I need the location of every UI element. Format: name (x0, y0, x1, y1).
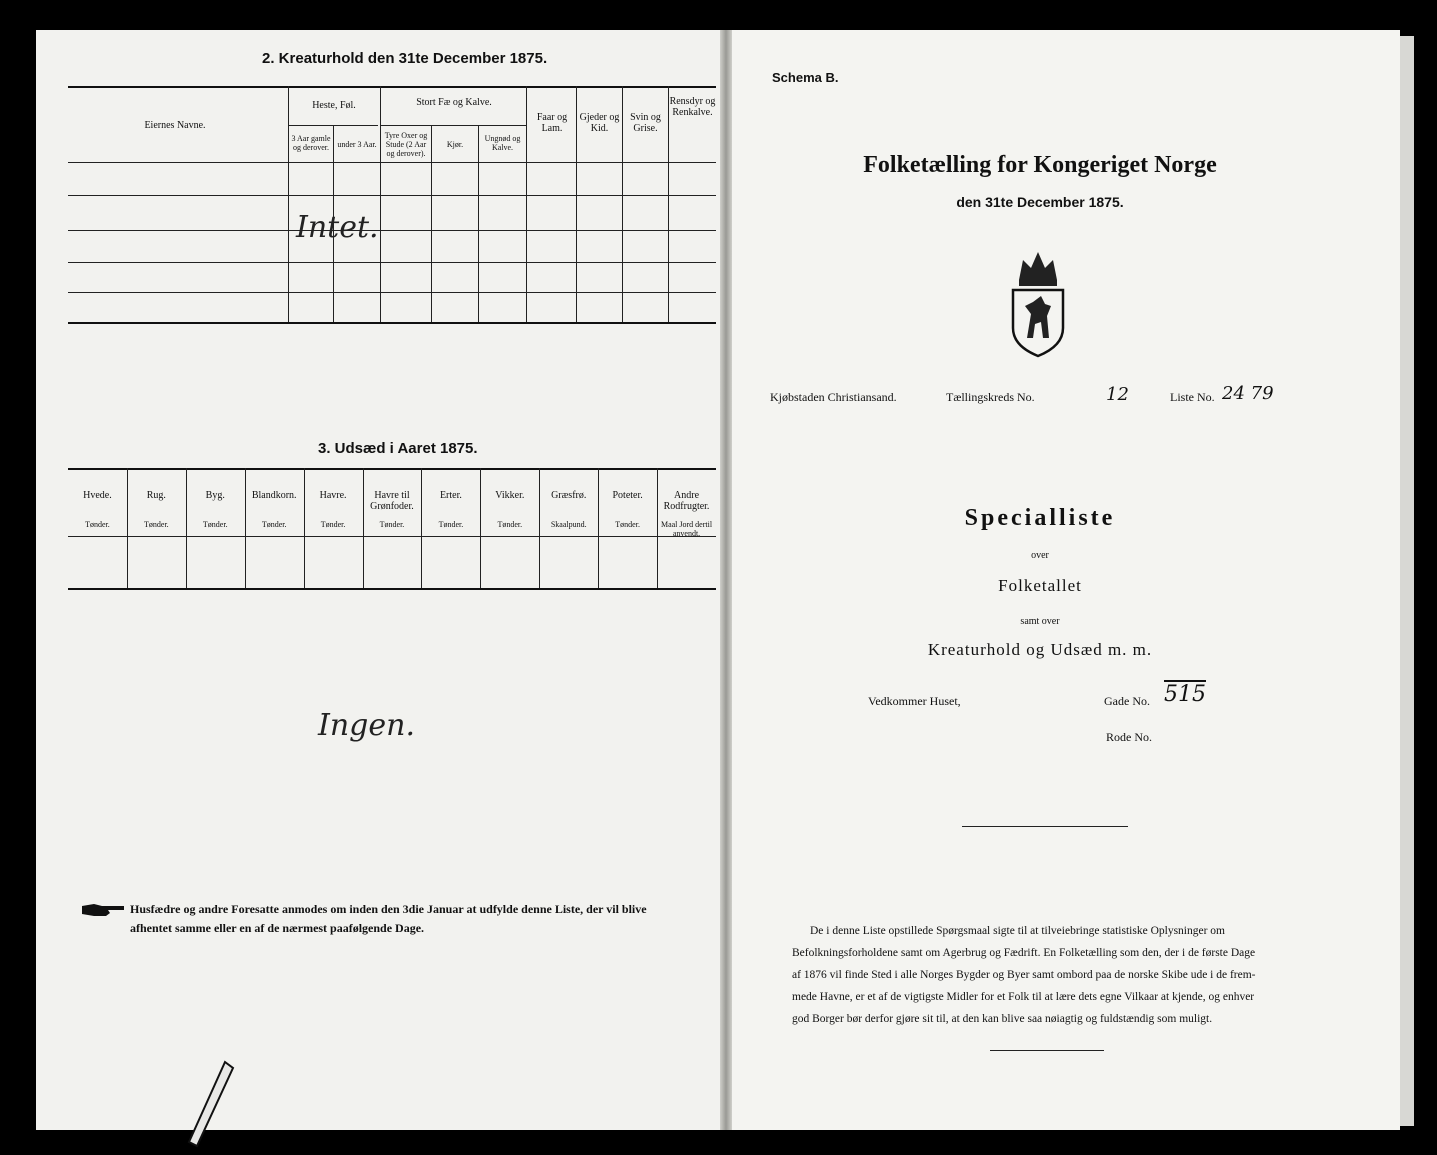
table2-header-rule (68, 162, 716, 163)
divider-rule (962, 826, 1128, 827)
table3-col-header: Rug. (146, 490, 166, 501)
table3-top-rule (68, 468, 716, 470)
table2-col-rule (668, 86, 669, 322)
paragraph-line: af 1876 vil finde Sted i alle Norges Bygder og Byer samt ombord paa de norske Skibe ude i de frem- (792, 969, 1256, 981)
col-faar-header: Faar og Lam. (536, 112, 568, 134)
heste-sub2-header: under 3 Aar. (337, 140, 377, 149)
col-svin-header: Svin og Grise. (630, 112, 661, 134)
table3-col-unit: Tønder. (261, 520, 287, 529)
stort-sub1-header: Tyre Oxer og Stude (2 Aar og derover). (384, 131, 428, 158)
notice-line1: Husfædre og andre Foresatte anmodes om inden den 3die Januar at udfylde denne Liste, der vil blive (130, 902, 647, 916)
rode-label: Rode No. (1106, 730, 1152, 744)
table3-col-header: Erter. (439, 490, 462, 501)
col-gjeder-header: Gjeder og Kid. (579, 112, 620, 134)
schema-label: Schema B. (772, 70, 839, 85)
table3-col-header: Hvede. (83, 490, 112, 501)
stort-subrule (380, 125, 526, 126)
paragraph-line: Befolkningsforholdene samt om Agerbrug og Fædrift. En Folketælling som den, der i de første Dage (792, 947, 1256, 959)
table3-col-unit: Tønder. (320, 520, 346, 529)
table3-col-unit: Tønder. (202, 520, 228, 529)
kjobstad-label: Kjøbstaden Christiansand. (770, 390, 897, 404)
table3-col-unit: Maal Jord dertil anvendt. (660, 520, 713, 538)
table2-col-rule (526, 86, 527, 322)
table3-col-unit: Tønder. (144, 520, 169, 529)
specialliste-heading: Specialliste (964, 505, 1116, 531)
table3-col-unit: Tønder. (615, 520, 640, 529)
bottom-rule (990, 1050, 1104, 1051)
liste-label: Liste No. (1170, 390, 1215, 404)
table3-col-unit: Tønder. (497, 520, 523, 529)
section3-title: 3. Udsæd i Aaret 1875. (318, 440, 478, 457)
main-title: Folketælling for Kongeriget Norge (863, 152, 1217, 178)
coat-of-arms-icon (1005, 246, 1071, 363)
gade-label: Gade No. (1104, 694, 1150, 708)
notice-line2: afhentet samme eller en af de nærmest paafølgende Dage. (130, 921, 425, 935)
table3-col-header: Andre Rodfrugter. (663, 490, 710, 512)
table3-col-header: Byg. (205, 490, 225, 501)
group-heste-header: Heste, Føl. (312, 100, 356, 111)
paragraph-line: god Borger bør derfor gjøre sit til, at den kan blive saa nøiagtig og fuldstændig som muligt. (792, 1013, 1213, 1025)
handwritten-intet: Intet. (296, 210, 379, 245)
heste-sub1-header: 3 Aar gamle og derover. (291, 134, 331, 152)
table3-bottom-rule (68, 588, 716, 590)
table2-top-rule (68, 86, 716, 88)
samt-over-label: samt over (1020, 616, 1060, 627)
folketallet-heading: Folketallet (998, 576, 1082, 595)
group-stort-header: Stort Fæ og Kalve. (416, 97, 492, 108)
kreaturhold-heading: Kreaturhold og Udsæd m. m. (927, 640, 1153, 659)
col-owner-header: Eiernes Navne. (144, 120, 206, 131)
book-gutter (720, 30, 732, 1130)
pointing-hand-icon (80, 900, 126, 925)
table2-row-rule (68, 262, 716, 263)
table3-header-rule (68, 536, 716, 537)
page-edge (1400, 36, 1414, 1126)
stort-sub3-header: Ungnød og Kalve. (484, 134, 521, 152)
paragraph-line: De i denne Liste opstillede Spørgsmaal sigte til at tilveiebringe statistiske Oplysninger om (810, 925, 1225, 937)
paragraph-line: mede Havne, er et af de vigtigste Midler for et Folk til at lære dets egne Vilkaar at kjende, og enhver (792, 991, 1255, 1003)
pen-icon (185, 1060, 235, 1155)
col-rensdyr-header: Rensdyr og Renkalve. (669, 96, 716, 118)
gade-value: 515 (1164, 682, 1206, 707)
census-date: den 31te December 1875. (956, 194, 1124, 210)
vedkommer-label: Vedkommer Huset, (868, 694, 961, 708)
table3-col-header: Vikker. (495, 490, 525, 501)
table3-col-header: Havre til Grønfoder. (370, 490, 414, 512)
table2-row-rule (68, 230, 716, 231)
table2-row-rule (68, 292, 716, 293)
kreds-value: 12 (1106, 384, 1129, 405)
liste-value: 24 79 (1222, 383, 1274, 404)
table3-col-header: Havre. (319, 490, 347, 501)
info-paragraph (792, 920, 1318, 1030)
stort-sub2-header: Kjør. (446, 140, 464, 149)
table2-col-rule (431, 125, 432, 322)
table3-col-header: Græsfrø. (551, 490, 587, 501)
table3-col-unit: Tønder. (438, 520, 464, 529)
table2-bottom-rule (68, 322, 716, 324)
table3-col-unit: Skaalpund. (550, 520, 587, 529)
table3-col-header: Poteter. (612, 490, 643, 501)
table2-row-rule (68, 195, 716, 196)
table2-col-rule (288, 86, 289, 322)
table3-col-unit: Tønder. (85, 520, 110, 529)
kreds-label: Tællingskreds No. (946, 390, 1035, 404)
over-label: over (1031, 550, 1049, 561)
handwritten-ingen: Ingen. (318, 708, 415, 743)
section2-title: 2. Kreaturhold den 31te December 1875. (262, 50, 548, 67)
table2-col-rule (380, 86, 381, 322)
table3-col-header: Blandkorn. (251, 490, 297, 501)
table3-col-unit: Tønder. (379, 520, 405, 529)
table2-col-rule (478, 125, 479, 322)
